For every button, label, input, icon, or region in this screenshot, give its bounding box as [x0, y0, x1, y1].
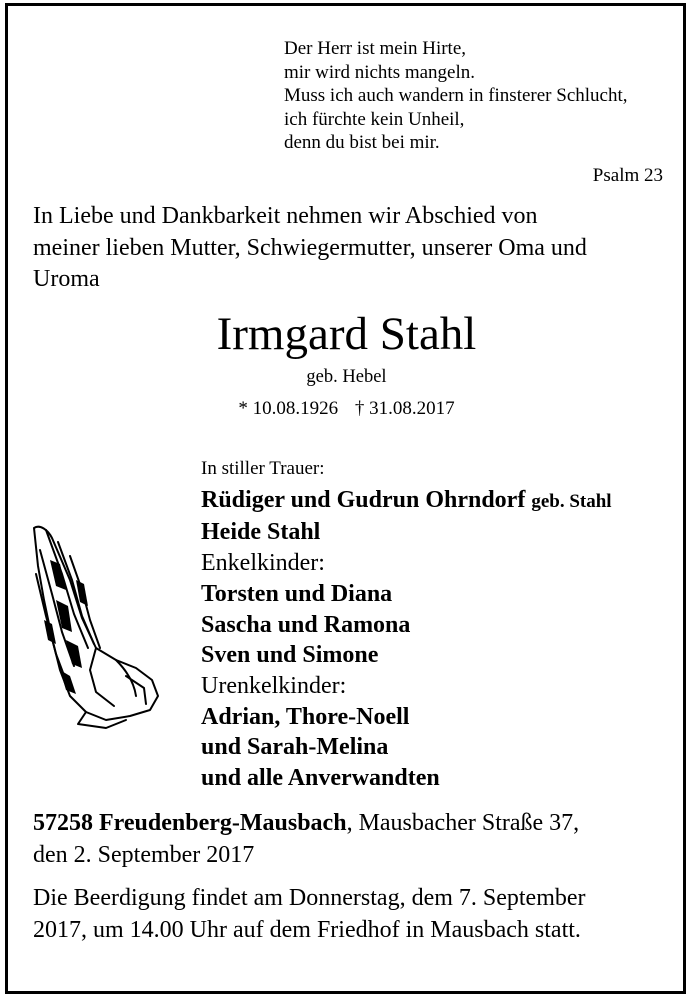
- funeral-line: 2017, um 14.00 Uhr auf dem Friedhof in Mausbach statt.: [33, 916, 581, 943]
- praying-hands-icon: [26, 520, 161, 730]
- address-block: [33, 808, 579, 871]
- mourners-list: [201, 454, 612, 794]
- grandchildren-label: Enkelkinder:: [201, 550, 325, 577]
- grandchild-name: Sascha und Ramona: [201, 611, 411, 638]
- intro-line: In Liebe und Dankbarkeit nehmen wir Abschied von: [33, 203, 538, 229]
- great-grandchild-name: Adrian, Thore-Noell: [201, 703, 410, 730]
- address-date: den 2. September 2017: [33, 841, 255, 868]
- death-date: † 31.08.2017: [354, 398, 455, 419]
- funeral-info: [33, 883, 586, 946]
- verse-line: Der Herr ist mein Hirte,: [284, 38, 467, 59]
- relatives-line: und alle Anverwandten: [201, 765, 440, 792]
- address-city: 57258 Freudenberg-Mausbach: [33, 810, 347, 836]
- mourning-heading: In stiller Trauer:: [201, 458, 325, 479]
- birth-date: * 10.08.1926: [238, 398, 339, 419]
- grandchild-name: Torsten und Diana: [201, 580, 393, 607]
- verse-line: mir wird nichts mangeln.: [284, 61, 476, 83]
- mourner-born-suffix: geb. Stahl: [531, 490, 612, 512]
- grandchild-name: Sven und Simone: [201, 642, 379, 669]
- psalm-verse: [284, 37, 628, 155]
- mourner-family-1: [201, 485, 612, 518]
- mourner-name: Heide Stahl: [201, 519, 321, 546]
- birth-name: geb. Hebel: [306, 367, 387, 387]
- verse-line: ich fürchte kein Unheil,: [284, 108, 465, 130]
- great-grandchildren-label: Urenkelkinder:: [201, 672, 347, 699]
- address-street: , Mausbacher Straße 37,: [346, 810, 580, 836]
- deceased-name: Irmgard Stahl: [216, 308, 477, 360]
- mourner-name: Rüdiger und Gudrun Ohrndorf: [201, 486, 526, 513]
- great-grandchild-name: und Sarah-Melina: [201, 734, 389, 761]
- intro-line: Uroma: [33, 266, 100, 292]
- verse-source: Psalm 23: [592, 165, 663, 186]
- intro-text: [33, 201, 673, 296]
- verse-line: Muss ich auch wandern in finsterer Schlucht,: [284, 85, 628, 106]
- address-line: [33, 808, 579, 840]
- funeral-line: Die Beerdigung findet am Donnerstag, dem 7. September: [33, 885, 586, 911]
- life-dates: [0, 398, 693, 420]
- verse-line: denn du bist bei mir.: [284, 132, 440, 153]
- intro-line: meiner lieben Mutter, Schwiegermutter, unserer Oma und: [33, 234, 587, 261]
